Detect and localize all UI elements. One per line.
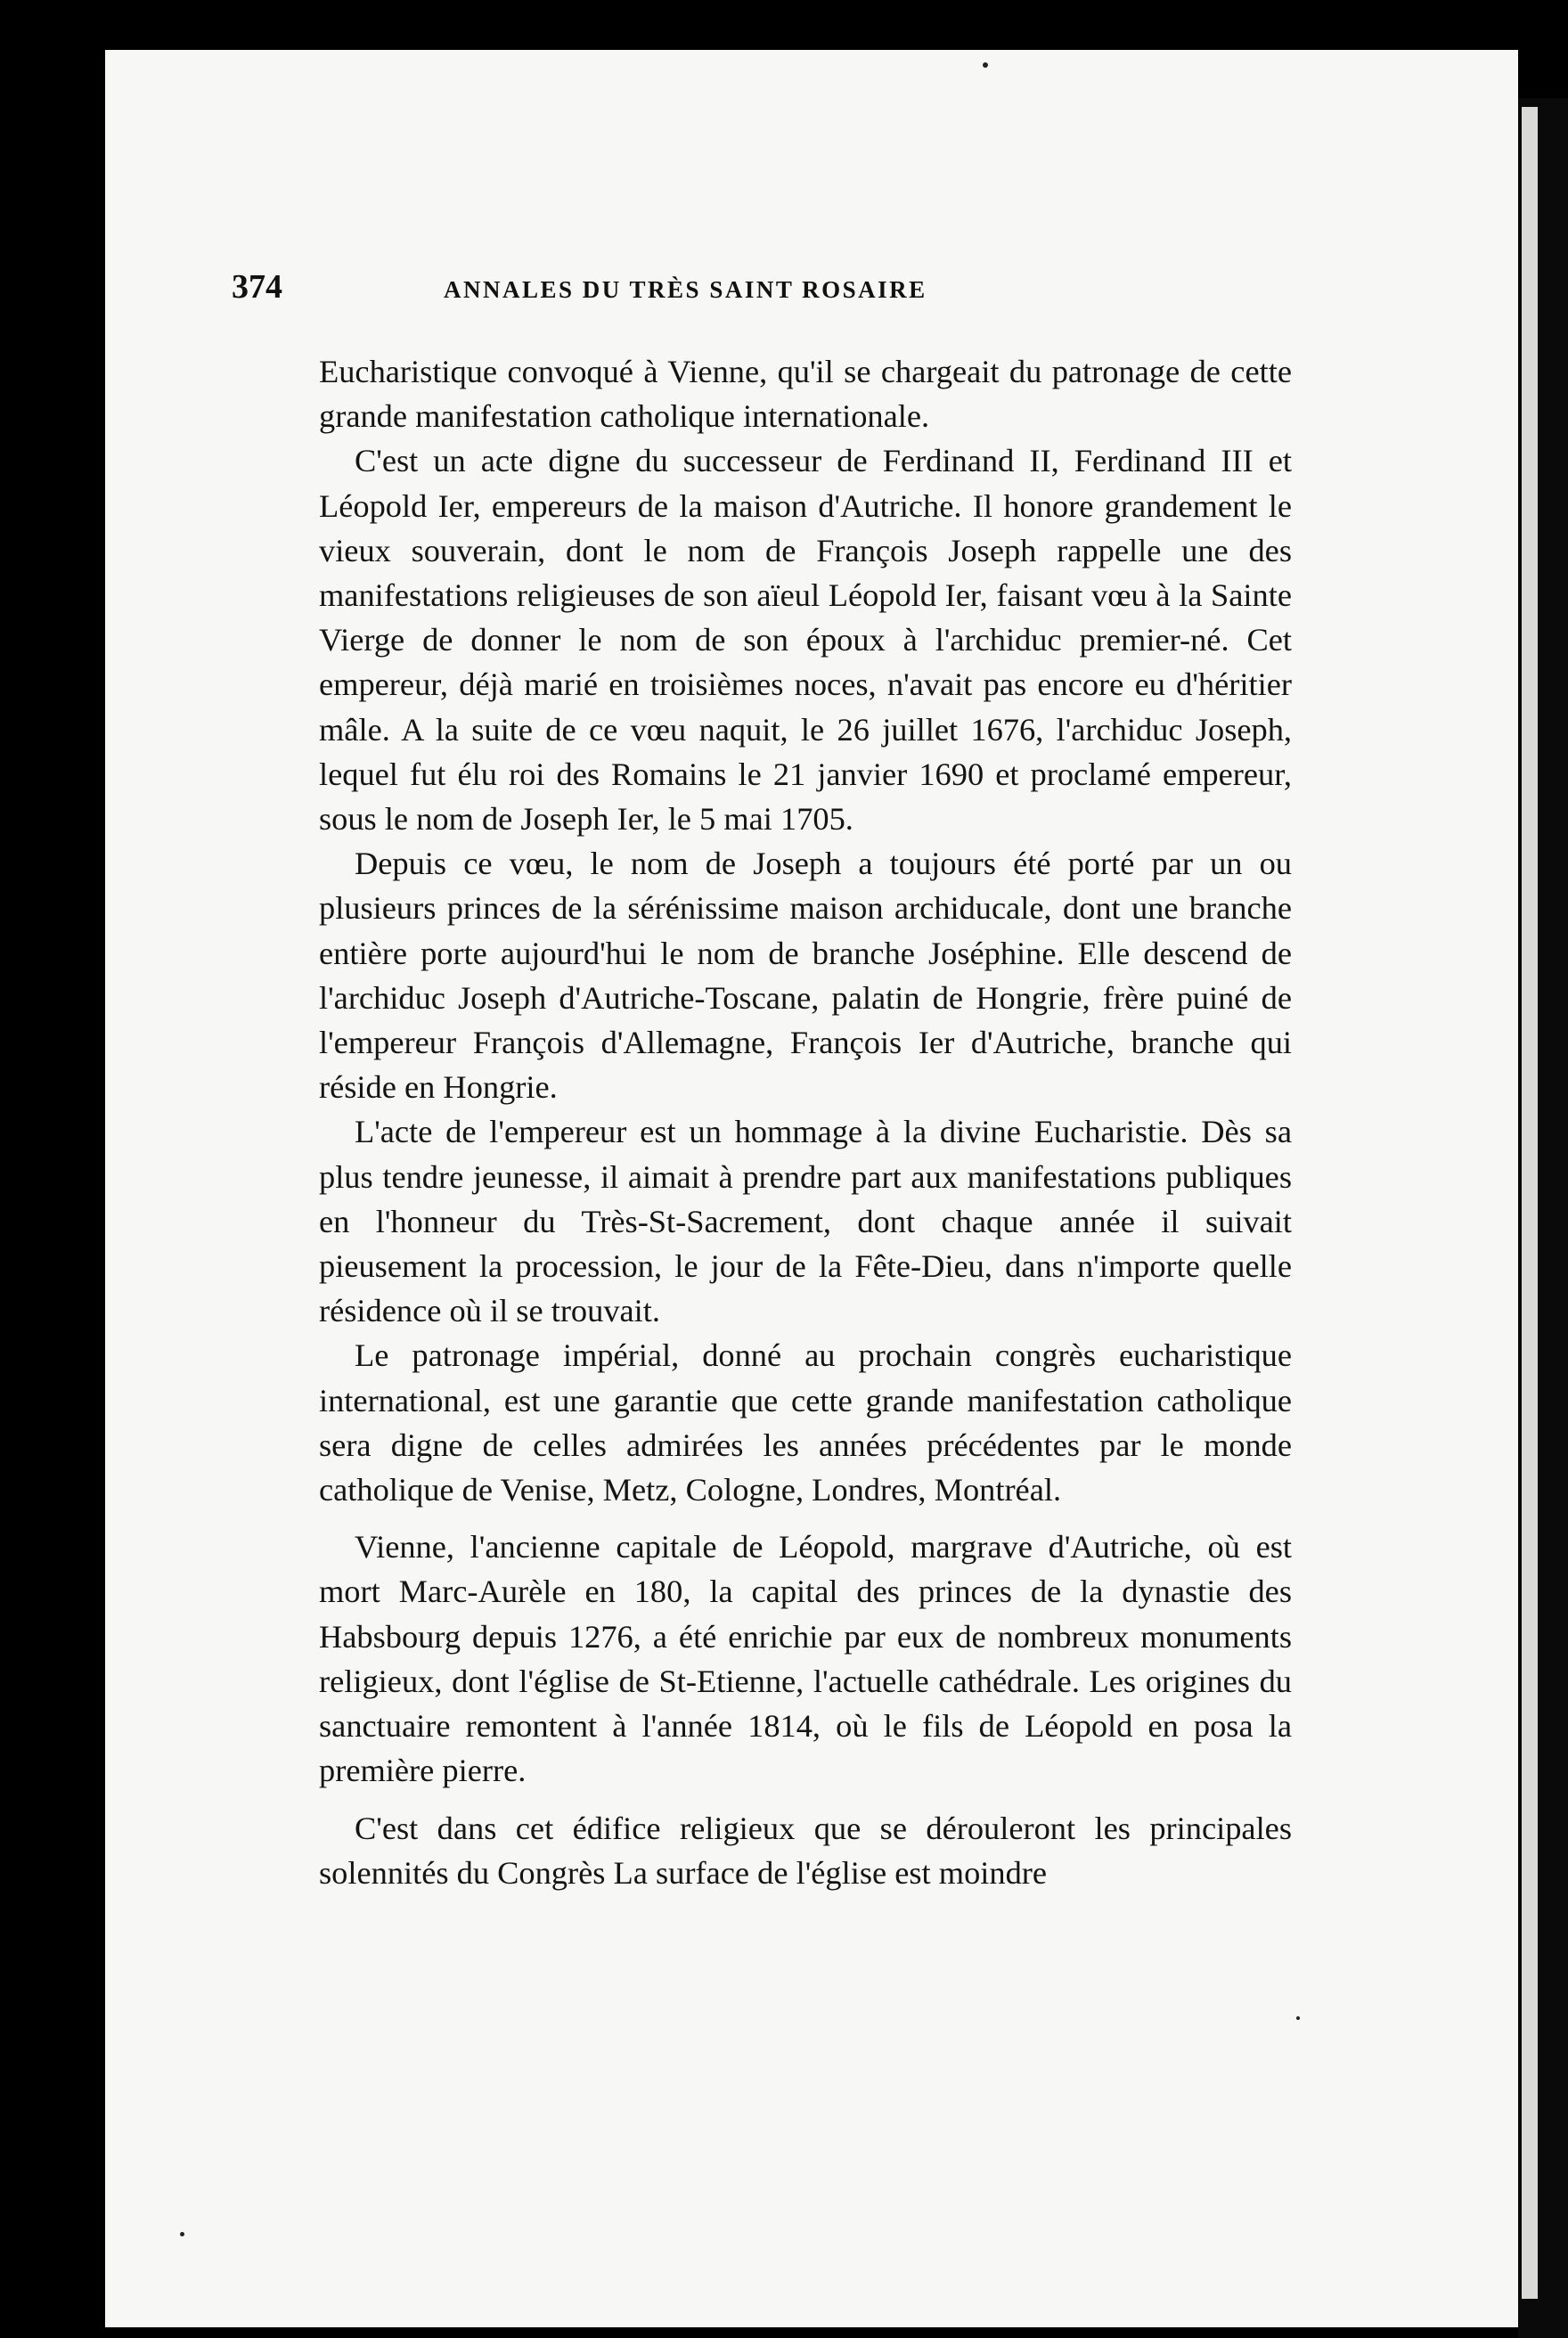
page-number: 374 [232, 268, 282, 306]
paragraph-3: Depuis ce vœu, le nom de Joseph a toujours été porté par un ou plusieurs princes de la sérénissime maison archiducale, dont une branche entière porte aujourd'hui le nom de branche Joséphine. Elle descend de l'archiduc Joseph d'Autriche-Toscane, palatin de Hongrie, frère puiné de l'empereur François d'Allemagne, François Ier d'Autriche, branche qui réside en Hongrie. [319, 846, 1292, 1106]
body-text [319, 349, 1292, 1895]
scan-speck [983, 62, 988, 68]
paragraph-6: Vienne, l'ancienne capitale de Léopold, margrave d'Autriche, où est mort Marc-Aurèle en 180, la capital des princes de la dynastie des Habsbourg depuis 1276, a été enrichie par eux de nombreux monuments religieux, dont l'église de St-Etienne, l'actuelle cathédrale. Les origines du sanctuaire remontent à l'année 1814, où le fils de Léopold en posa la première pierre. [319, 1529, 1292, 1789]
paragraph-5: Le patronage impérial, donné au prochain congrès eucharistique international, est une garantie que cette grande manifestation catholique sera digne de celles admirées les années précédentes par le monde catholique de Venise, Metz, Cologne, Londres, Montréal. [319, 1337, 1292, 1508]
scan-speck [1296, 2016, 1300, 2020]
page-header [232, 267, 1149, 330]
running-head: ANNALES DU TRÈS SAINT ROSAIRE [444, 276, 927, 303]
scan-speck [180, 2232, 184, 2236]
paragraph-1: Eucharistique convoqué à Vienne, qu'il se chargeait du patronage de cette grande manifestation catholique internationale. [319, 354, 1292, 435]
paragraph-7: C'est dans cet édifice religieux que se dérouleront les principales solennités du Congrès La surface de l'église est moindre [319, 1810, 1292, 1891]
paragraph-4: L'acte de l'empereur est un hommage à la divine Eucharistie. Dès sa plus tendre jeunesse, il aimait à prendre part aux manifestations publiques en l'honneur du Très-St-Sacrement, dont chaque année il suivait pieusement la procession, le jour de la Fête-Dieu, dans n'importe quelle résidence où il se trouvait. [319, 1114, 1292, 1329]
facing-page-edge [1522, 107, 1538, 2299]
paragraph-2: C'est un acte digne du successeur de Ferdinand II, Ferdinand III et Léopold Ier, empereurs de la maison d'Autriche. Il honore grandement le vieux souverain, dont le nom de François Joseph rappelle une des manifestations religieuses de son aïeul Léopold Ier, faisant vœu à la Sainte Vierge de donner le nom de son époux à l'archiduc premier-né. Cet empereur, déjà marié en troisièmes noces, n'avait pas encore eu d'héritier mâle. A la suite de ce vœu naquit, le 26 juillet 1676, l'archiduc Joseph, lequel fut élu roi des Romains le 21 janvier 1690 et proclamé empereur, sous le nom de Joseph Ier, le 5 mai 1705. [319, 443, 1292, 838]
